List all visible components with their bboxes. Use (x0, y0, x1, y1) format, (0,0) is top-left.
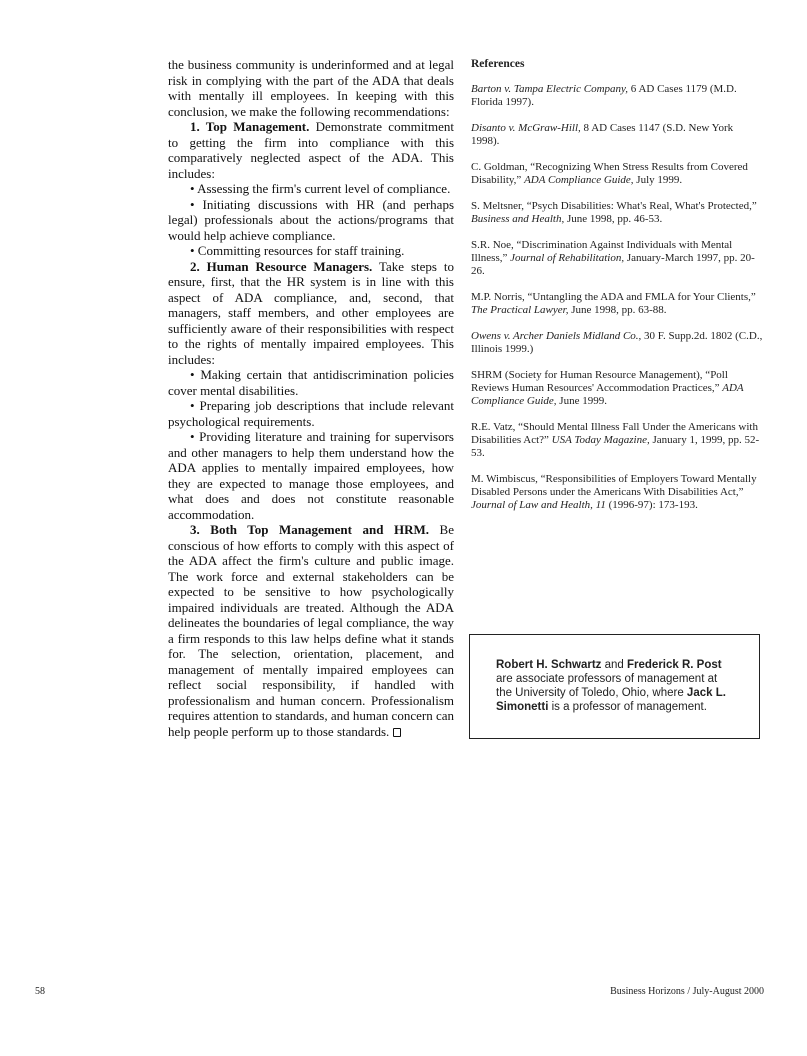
recommendation-3-text: Be conscious of how efforts to comply with this aspect of the ADA affect the firm's culture and public image. The work force and external stakeholders can be expected to be sensitive to how psychologically impaired individuals are treated. Although the ADA delineates the boundaries of legal compliance, the way a firm responds to this law helps define what it stands for. The selection, orientation, placement, and management of mentally impaired employees can reflect social responsibility, if handled with professionalism and human concern. Professionalism requires attention to standards, and human concern can help people perform up to those standards. (168, 522, 454, 739)
reference-details: 6 AD Cases 1179 (M.D. Florida 1997). (471, 83, 737, 108)
reference-item (471, 330, 763, 356)
reference-details: January 1, 1999, pp. 52-53. (471, 434, 760, 459)
reference-text: S.R. Noe, “Discrimination Against Individuals with Mental Illness,” (471, 239, 733, 264)
page-number: 58 (35, 986, 45, 997)
reference-source: ADA Compliance Guide, (524, 174, 634, 186)
recommendation-2-bullet: • Providing literature and training for supervisors and other managers to help them understand how the ADA applies to mentally impaired employees, how they are expected to manage those employees, and what does and does not constitute reasonable accommodation. (168, 429, 454, 522)
recommendation-1-text: Demonstrate commitment to getting the firm into compliance with this comparatively neglected aspect of the ADA. This includes: (168, 119, 455, 181)
recommendation-1-bullet: • Committing resources for staff training. (190, 243, 405, 258)
reference-text: S. Meltsner, “Psych Disabilities: What's Real, What's Protected,” (471, 200, 757, 212)
reference-details: June 1999. (556, 395, 607, 407)
reference-details: January-March 1997, pp. 20-26. (471, 252, 755, 277)
reference-source: Journal of Law and Health, 11 (471, 499, 606, 511)
author-name: Jack L. Simonetti (496, 687, 726, 713)
reference-details: 8 AD Cases 1147 (S.D. New York 1998). (471, 122, 734, 147)
reference-source: ADA Compliance Guide, (471, 382, 744, 407)
reference-details: (1996-97): 173-193. (605, 499, 698, 511)
reference-item (471, 291, 763, 317)
author-name: Frederick R. Post (627, 659, 722, 671)
reference-source: Journal of Rehabilitation, (510, 252, 625, 264)
body-paragraph-intro: the business community is underinformed and at legal risk in complying with the part of the ADA that deals with mentally ill employees. In keeping with this conclusion, we make the following recommendations: (168, 57, 454, 119)
reference-details: July 1999. (633, 174, 683, 186)
reference-item (471, 421, 763, 460)
recommendation-1 (168, 119, 454, 181)
reference-source: The Practical Lawyer, (471, 304, 569, 316)
reference-text: M.P. Norris, “Untangling the ADA and FMLA for Your Clients,” (471, 291, 756, 303)
reference-details: June 1998, pp. 46-53. (564, 213, 663, 225)
end-of-article-mark-icon (393, 728, 401, 737)
reference-item (471, 239, 763, 278)
reference-source: Owens v. Archer Daniels Midland Co., (471, 330, 642, 342)
recommendation-2-text: Take steps to ensure, first, that the HR system is in line with this aspect of ADA compliance, and, second, that managers, staff members, and other employees are sufficiently aware of their responsibilities with respect to the rights of mentally impaired employees. This includes: (168, 258, 454, 367)
references-column (471, 58, 763, 525)
references-heading: References (471, 58, 525, 70)
reference-source: Barton v. Tampa Electric Company, (471, 83, 629, 95)
author-bio-box (469, 634, 760, 739)
author-bio-conjunction: and (601, 659, 628, 671)
article-body-column (168, 57, 454, 739)
recommendation-2 (168, 259, 454, 368)
recommendation-1-title: 1. Top Management. (190, 119, 310, 134)
recommendation-3-title: 3. Both Top Management and HRM. (190, 522, 430, 537)
recommendation-1-bullet: • Initiating discussions with HR (and perhaps legal) professionals about the actions/programs that would help achieve compliance. (168, 196, 454, 243)
reference-text: SHRM (Society for Human Resource Management), “Poll Reviews Human Resources' Accommodation Practices,” (471, 369, 728, 394)
recommendation-3 (168, 522, 454, 739)
author-bio-text (496, 658, 736, 714)
reference-source: USA Today Magazine, (551, 434, 650, 446)
reference-source: Business and Health, (471, 213, 565, 225)
reference-details: June 1998, pp. 63-88. (568, 304, 667, 316)
reference-details: 30 F. Supp.2d. 1802 (C.D., Illinois 1999.) (471, 330, 763, 355)
recommendation-2-bullet: • Preparing job descriptions that include relevant psychological requirements. (168, 398, 454, 429)
reference-item (471, 161, 763, 187)
reference-item (471, 369, 763, 408)
reference-item (471, 200, 763, 226)
reference-item (471, 83, 763, 109)
reference-source: Disanto v. McGraw-Hill, (471, 122, 581, 134)
references-list (471, 83, 763, 512)
recommendation-2-bullet: • Making certain that antidiscrimination policies cover mental disabilities. (168, 367, 454, 398)
journal-citation-footer: Business Horizons / July-August 2000 (610, 986, 764, 997)
recommendation-1-bullet: • Assessing the firm's current level of compliance. (190, 181, 451, 196)
author-name: Robert H. Schwartz (496, 659, 602, 671)
recommendation-2-title: 2. Human Resource Managers. (190, 258, 373, 274)
reference-item (471, 122, 763, 148)
reference-text: C. Goldman, “Recognizing When Stress Results from Covered Disability,” (471, 161, 748, 186)
reference-text: R.E. Vatz, “Should Mental Illness Fall Under the Americans with Disabilities Act?” (471, 421, 758, 446)
reference-item (471, 473, 763, 512)
reference-text: M. Wimbiscus, “Responsibilities of Employers Toward Mentally Disabled Persons under the Americans With Disabilities Act,” (471, 473, 757, 498)
author-bio-title: is a professor of management. (548, 701, 707, 713)
author-bio-affiliation: are associate professors of management at the University of Toledo, Ohio, where (496, 673, 718, 699)
